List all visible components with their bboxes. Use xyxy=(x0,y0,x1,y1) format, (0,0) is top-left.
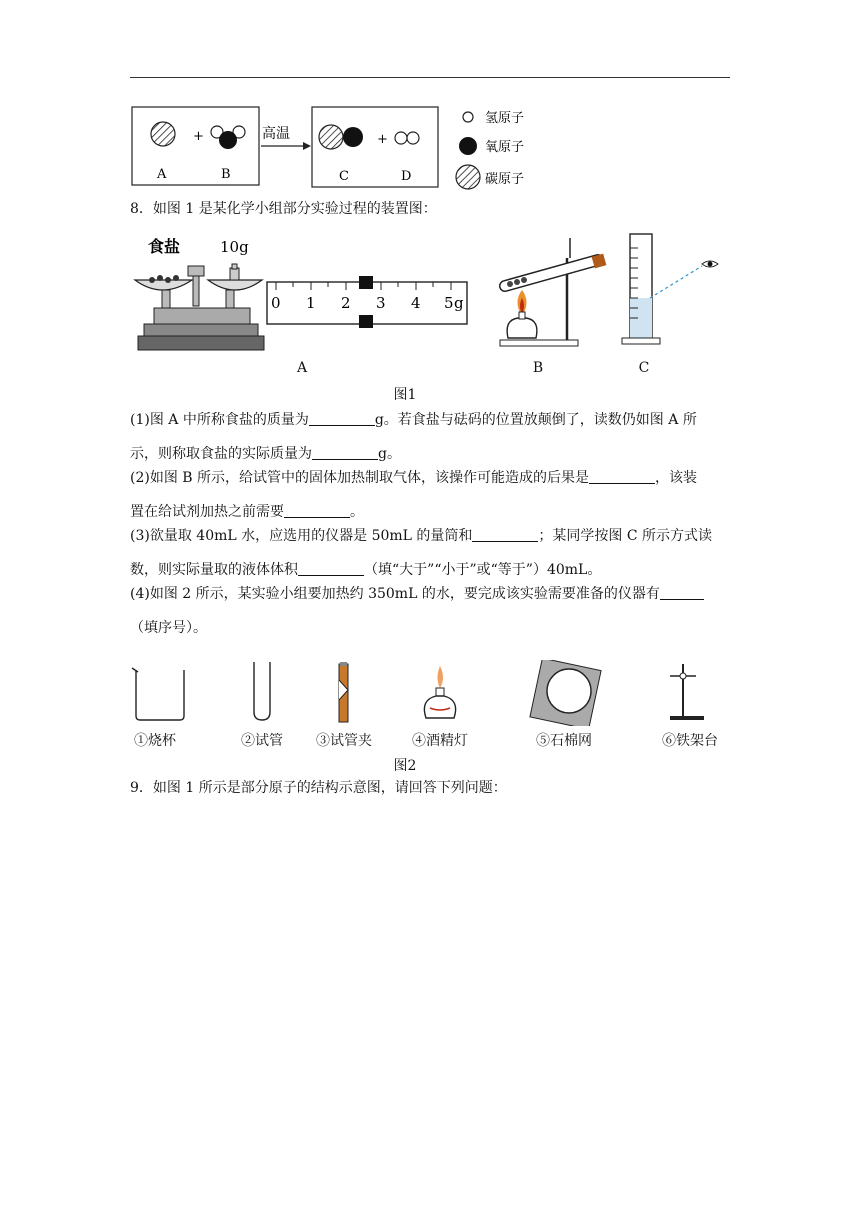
question-3: (3)欲量取 40mL 水，应选用的仪器是 50mL 的量筒和 ；某同学按图 C 所示方式读 数，则实际量取的液体体积 （填“大于”“小于”或“等于”）40mL。 xyxy=(130,519,730,587)
question-2: (2)如图 B 所示，给试管中的固体加热制取气体，该操作可能造成的后果是 ，该装 置在给试剂加热之前需要 。 xyxy=(130,461,730,529)
svg-text:5: 5 xyxy=(444,294,454,312)
q9-stem: 9．如图 1 所示是部分原子的结构示意图，请回答下列问题： xyxy=(130,780,507,796)
label-fig-A: A xyxy=(296,360,308,376)
svg-text:g: g xyxy=(454,294,464,312)
answer-blank-4[interactable] xyxy=(284,501,350,518)
legend-hydrogen-icon xyxy=(463,112,473,122)
reaction-condition: 高温 xyxy=(262,126,290,142)
answer-blank-3[interactable] xyxy=(589,467,655,484)
alcohol-lamp-icon xyxy=(424,666,455,718)
label-B: B xyxy=(221,167,231,182)
svg-text:3: 3 xyxy=(376,294,386,312)
instrument-label-beaker: ①烧杯 xyxy=(134,733,176,749)
instrument-label-lamp: ④酒精灯 xyxy=(412,733,468,749)
answer-blank-2[interactable] xyxy=(312,443,378,460)
figure-2-caption: 图2 xyxy=(393,758,417,774)
oxygen-atom-C xyxy=(343,127,363,147)
question-4: (4)如图 2 所示，某实验小组要加热约 350mL 的水，要完成该实验需要准备的仪器有 （填序号）。 xyxy=(130,577,730,645)
graduated-cylinder-reading xyxy=(622,234,718,344)
figure-1-apparatus xyxy=(130,228,730,356)
instrument-label-test-tube: ②试管 xyxy=(241,733,283,749)
plus-sign-2: + xyxy=(377,132,388,147)
plus-sign-1: + xyxy=(193,129,204,144)
svg-text:1: 1 xyxy=(306,294,316,312)
hydrogen-atom-D2 xyxy=(407,132,419,144)
label-C: C xyxy=(339,169,349,184)
legend-carbon-icon xyxy=(456,165,480,189)
reactants-box xyxy=(132,107,259,185)
instrument-label-gauze: ⑤石棉网 xyxy=(536,733,592,749)
svg-text:0: 0 xyxy=(271,294,281,312)
svg-text:4: 4 xyxy=(411,294,421,312)
answer-blank-6[interactable] xyxy=(298,559,364,576)
beaker-icon xyxy=(132,668,184,720)
test-tube-icon xyxy=(254,662,270,720)
asbestos-gauze-icon xyxy=(530,660,601,726)
oxygen-atom-B xyxy=(219,131,237,149)
answer-blank-1[interactable] xyxy=(309,409,375,426)
test-tube-heating-setup xyxy=(500,238,606,346)
label-fig-B: B xyxy=(532,360,544,376)
figure-2-instruments xyxy=(130,660,730,726)
svg-text:2: 2 xyxy=(341,294,351,312)
legend-hydrogen: 氢原子 xyxy=(485,111,525,126)
svg-text:食盐: 食盐 xyxy=(148,237,181,256)
instrument-label-stand: ⑥铁架台 xyxy=(662,733,718,749)
figure-1-caption: 图1 xyxy=(393,387,417,403)
answer-blank-5[interactable] xyxy=(472,525,538,542)
legend-oxygen-icon xyxy=(459,137,477,155)
hydrogen-atom-D1 xyxy=(395,132,407,144)
carbon-atom-C xyxy=(319,125,343,149)
iron-stand-icon xyxy=(670,664,704,720)
instrument-label-clamp: ③试管夹 xyxy=(316,733,372,749)
answer-blank-7[interactable] xyxy=(660,583,704,600)
label-D: D xyxy=(401,169,412,184)
legend-carbon: 碳原子 xyxy=(485,172,525,187)
balance-illustration xyxy=(135,237,264,350)
carbon-atom-A xyxy=(151,122,175,146)
reaction-diagram xyxy=(125,100,565,192)
svg-text:10g: 10g xyxy=(220,238,249,256)
test-tube-clamp-icon xyxy=(339,662,348,722)
q8-stem: 8．如图 1 是某化学小组部分实验过程的装置图： xyxy=(130,201,437,217)
label-fig-C: C xyxy=(638,360,650,376)
rider-scale xyxy=(267,276,467,328)
label-A: A xyxy=(157,167,167,182)
question-1: (1)图 A 中所称食盐的质量为 g。若食盐与砝码的位置放颠倒了，读数仍如图 A 所 示，则称取食盐的实际质量为 g。 xyxy=(130,403,730,471)
legend-oxygen: 氧原子 xyxy=(485,140,525,155)
header-rule xyxy=(130,77,730,78)
